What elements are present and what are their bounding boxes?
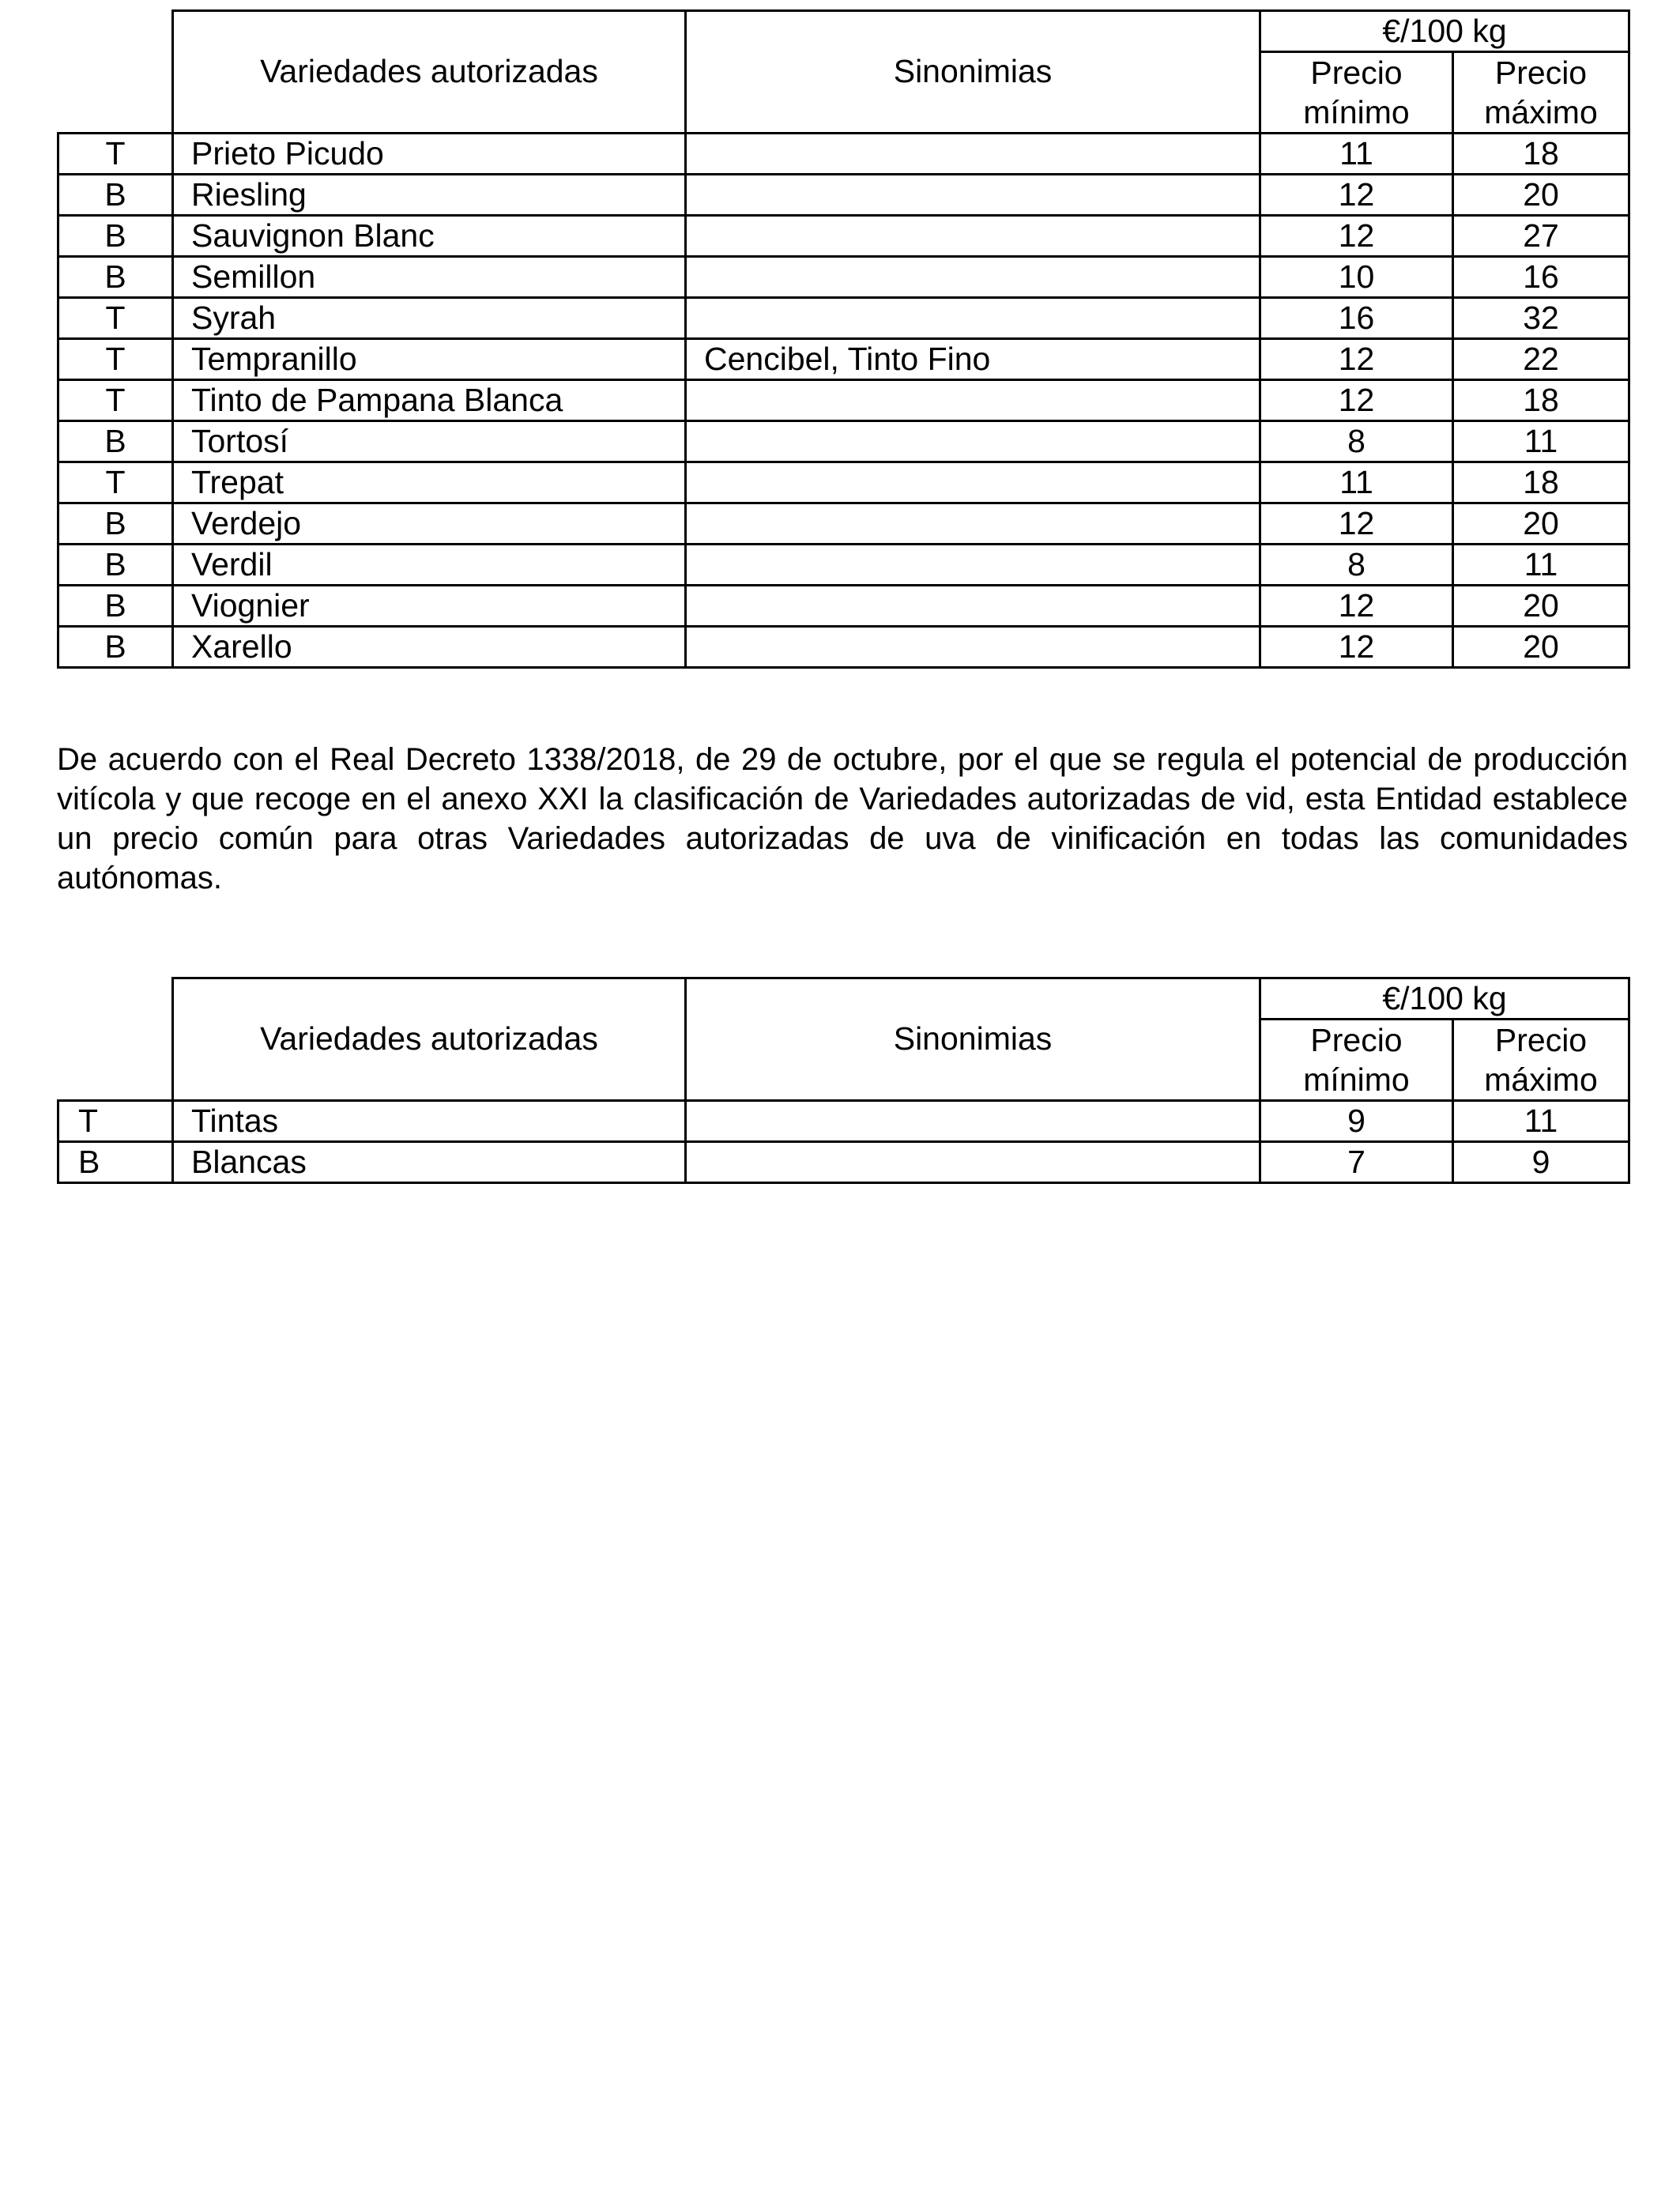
variety-synonyms [686,298,1260,339]
max-price: 11 [1453,421,1629,462]
variety-name: Tinto de Pampana Blanca [173,380,686,421]
variety-type: B [58,545,173,586]
table-row [58,586,1629,627]
max-price: 20 [1453,175,1629,216]
header-blank-cell [58,11,173,134]
min-price: 12 [1260,380,1453,421]
table-row [58,216,1629,257]
max-price: 11 [1453,1101,1629,1142]
variety-type: B [58,421,173,462]
min-price: 12 [1260,503,1453,545]
table-row [58,462,1629,503]
max-price: 16 [1453,257,1629,298]
min-price: 9 [1260,1101,1453,1142]
min-price: 10 [1260,257,1453,298]
table-row [58,175,1629,216]
variety-synonyms [686,545,1260,586]
table-header-row [58,11,1629,52]
variety-type: T [58,298,173,339]
variety-name: Riesling [173,175,686,216]
table-row [58,1142,1629,1183]
variety-type: B [58,1142,173,1183]
variety-name: Verdejo [173,503,686,545]
table-row [58,545,1629,586]
table-body [58,134,1629,668]
variety-type: B [58,216,173,257]
table-body [58,1101,1629,1183]
header-blank-cell [58,978,173,1101]
table-row [58,257,1629,298]
variety-type: B [58,503,173,545]
table-row [58,627,1629,668]
variety-type: B [58,257,173,298]
variety-synonyms [686,627,1260,668]
header-unit: €/100 kg [1260,978,1629,1020]
variety-type: B [58,175,173,216]
variety-synonyms [686,257,1260,298]
variety-synonyms [686,586,1260,627]
variety-synonyms [686,503,1260,545]
variety-name: Semillon [173,257,686,298]
variety-name: Viognier [173,586,686,627]
variety-synonyms: Cencibel, Tinto Fino [686,339,1260,380]
variety-type: T [58,1101,173,1142]
header-unit: €/100 kg [1260,11,1629,52]
variety-synonyms [686,462,1260,503]
min-price: 12 [1260,627,1453,668]
table-row [58,503,1629,545]
table-row [58,380,1629,421]
header-max-price: Precio máximo [1453,1020,1629,1101]
max-price: 27 [1453,216,1629,257]
variety-synonyms [686,175,1260,216]
min-price: 8 [1260,421,1453,462]
max-price: 18 [1453,134,1629,175]
price-table-varieties [57,9,1630,669]
max-price: 20 [1453,627,1629,668]
min-price: 7 [1260,1142,1453,1183]
max-price: 20 [1453,503,1629,545]
table-row [58,339,1629,380]
decree-paragraph: De acuerdo con el Real Decreto 1338/2018, de 29 de octubre, por el que se regula el potencial de producción vitícola y que recoge en el anexo XXI la clasificación de Variedades autorizadas de vid, esta Entidad establece un precio común para otras Variedades autorizadas de uva de vinificación en todas las comunidades autónomas. [57,742,1628,895]
variety-type: T [58,380,173,421]
header-min-price: Precio mínimo [1260,52,1453,134]
variety-type: T [58,339,173,380]
min-price: 11 [1260,462,1453,503]
max-price: 11 [1453,545,1629,586]
variety-name: Sauvignon Blanc [173,216,686,257]
min-price: 12 [1260,586,1453,627]
variety-synonyms [686,1142,1260,1183]
table-row [58,1101,1629,1142]
table-row [58,298,1629,339]
header-synonyms: Sinonimias [686,11,1260,134]
header-varieties: Variedades autorizadas [173,978,686,1101]
min-price: 11 [1260,134,1453,175]
variety-name: Syrah [173,298,686,339]
variety-name: Prieto Picudo [173,134,686,175]
variety-synonyms [686,216,1260,257]
min-price: 8 [1260,545,1453,586]
variety-synonyms [686,1101,1260,1142]
variety-name: Tortosí [173,421,686,462]
max-price: 20 [1453,586,1629,627]
variety-type: T [58,462,173,503]
max-price: 32 [1453,298,1629,339]
table-header-row [58,978,1629,1020]
table-row [58,421,1629,462]
header-max-price: Precio máximo [1453,52,1629,134]
header-varieties: Variedades autorizadas [173,11,686,134]
table-row [58,134,1629,175]
min-price: 16 [1260,298,1453,339]
price-table-other-varieties [57,977,1630,1184]
variety-name: Blancas [173,1142,686,1183]
header-synonyms: Sinonimias [686,978,1260,1101]
variety-type: B [58,586,173,627]
min-price: 12 [1260,216,1453,257]
variety-name: Verdil [173,545,686,586]
variety-type: B [58,627,173,668]
max-price: 22 [1453,339,1629,380]
variety-name: Xarello [173,627,686,668]
header-min-price: Precio mínimo [1260,1020,1453,1101]
variety-type: T [58,134,173,175]
max-price: 9 [1453,1142,1629,1183]
variety-name: Tintas [173,1101,686,1142]
variety-name: Tempranillo [173,339,686,380]
min-price: 12 [1260,175,1453,216]
variety-synonyms [686,134,1260,175]
variety-name: Trepat [173,462,686,503]
max-price: 18 [1453,462,1629,503]
min-price: 12 [1260,339,1453,380]
variety-synonyms [686,421,1260,462]
variety-synonyms [686,380,1260,421]
max-price: 18 [1453,380,1629,421]
